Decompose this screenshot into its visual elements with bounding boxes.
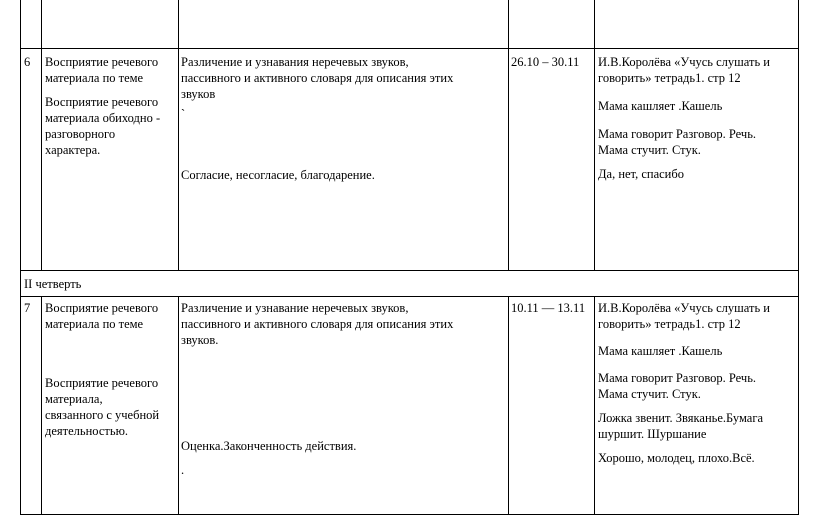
materials-line: шуршит. Шуршание (598, 427, 707, 441)
topic-cell (45, 375, 159, 439)
row-number: 6 (24, 55, 31, 69)
topic-line: Восприятие речевого (45, 301, 159, 315)
quarter-heading: II четверть (24, 277, 82, 291)
materials-cell (598, 300, 770, 466)
materials-line: Да, нет, спасибо (598, 167, 684, 181)
date-cell: 26.10 – 30.11 (511, 55, 580, 69)
content-line: Различение и узнавание неречевых звуков, (181, 301, 409, 315)
date-cell: 10.11 — 13.11 (511, 301, 586, 315)
materials-line: Мама стучит. Стук. (598, 143, 701, 157)
topic-line: материала по теме (45, 71, 144, 85)
materials-line: Мама говорит Разговор. Речь. (598, 127, 757, 141)
materials-line: говорить» тетрадь1. стр 12 (598, 317, 741, 331)
materials-line: И.В.Королёва «Учусь слушать и (598, 301, 770, 315)
materials-line: Мама говорит Разговор. Речь. (598, 371, 757, 385)
content-cell (181, 54, 453, 122)
content-mark: . (181, 463, 185, 477)
content-line: пассивного и активного словаря для описания этих (181, 71, 454, 85)
materials-line: Мама стучит. Стук. (598, 387, 701, 401)
content-line: Различение и узнавания неречевых звуков, (181, 55, 409, 69)
materials-line: Хорошо, молодец, плохо.Всё. (598, 451, 755, 465)
topic-line: Восприятие речевого (45, 376, 159, 390)
content-line: звуков (181, 87, 216, 101)
content-line: пассивного и активного словаря для описания этих (181, 317, 454, 331)
content-mark: ` (181, 107, 186, 121)
topic-line: Восприятие речевого (45, 55, 159, 69)
materials-line: Мама кашляет .Кашель (598, 344, 723, 358)
topic-cell (45, 54, 160, 158)
materials-cell (598, 54, 770, 182)
topic-line: характера. (45, 143, 101, 157)
content-line: Оценка.Законченность действия. (181, 439, 357, 453)
topic-line: разговорного (45, 127, 116, 141)
materials-line: И.В.Королёва «Учусь слушать и (598, 55, 770, 69)
topic-line: деятельностью. (45, 424, 129, 438)
row-number: 7 (24, 301, 31, 315)
materials-line: Ложка звенит. Звяканье.Бумага (598, 411, 764, 425)
content-line: Согласие, несогласие, благодарение. (181, 168, 375, 182)
topic-line: материала обиходно - (45, 111, 161, 125)
content-line: звуков. (181, 333, 219, 347)
topic-line: материала, (45, 392, 103, 406)
materials-line: говорить» тетрадь1. стр 12 (598, 71, 741, 85)
materials-line: Мама кашляет .Кашель (598, 99, 723, 113)
topic-line: Восприятие речевого (45, 95, 159, 109)
topic-cell (45, 300, 158, 332)
content-cell (181, 300, 453, 348)
topic-line: связанного с учебной (45, 408, 160, 422)
topic-line: материала по теме (45, 317, 144, 331)
